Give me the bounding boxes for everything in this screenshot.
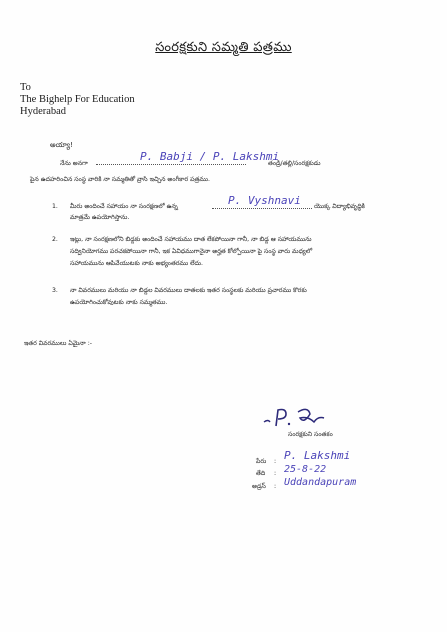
intro-dotted-line [96, 164, 246, 165]
student-name-handwritten: P. Vyshnavi [228, 194, 301, 207]
salutation: అయ్యా! [50, 141, 73, 149]
date-label: తేది [256, 470, 266, 477]
item-1-number: 1. [52, 203, 58, 210]
name-value-handwritten: P. Lakshmi [284, 449, 351, 462]
address-value-handwritten: Uddandapuram [284, 477, 357, 488]
item-2-line2: సద్వినియోగము పరచకపోయినా గానీ, ఇక ఏవిధముగానైనా అర్హత కోల్పోయినా పై సంస్థ వారు మధ్యలో [70, 248, 313, 255]
signature-caption: సంరక్షకుని సంతకం [288, 431, 333, 438]
name-colon: : [274, 458, 277, 465]
address-colon: : [274, 483, 277, 490]
address-label: అడ్రస్ [252, 483, 266, 490]
guardian-name-handwritten: P. Babji / P. Lakshmi [140, 150, 280, 163]
date-value-handwritten: 25-8-22 [284, 464, 327, 475]
item-1-prefix: మీరు అందించే సహాయం నా సంరక్షణలో ఉన్న [70, 203, 178, 210]
intro-suffix: తండ్రి/తల్లి/సంరక్షకుడు [268, 160, 321, 167]
guardian-signature-mark [262, 404, 330, 434]
document-title: సంరక్షకుని సమ్మతి పత్రము [155, 40, 292, 55]
item-2-line1: ఇట్లు, నా సంరక్షణలోని బిడ్డకు అందించే సహాయము దాత లేకపోయినా గానీ, నా బిడ్డ ఆ సహాయమును [70, 236, 312, 243]
other-details-label: ఇతర వివరములు ఏమైనా :- [24, 340, 93, 347]
date-colon: : [274, 470, 277, 477]
intro-prefix: నేను అనగా [60, 160, 88, 167]
recipient-city: Hyderabad [20, 106, 67, 117]
signature-scribble-icon [262, 404, 330, 430]
item-1-line2: మాత్రమే ఉపయోగిస్తాను. [70, 214, 130, 221]
item-1-suffix: యొక్క విద్యాభివృద్ధికి [314, 203, 365, 210]
item-3-line2: ఉపయోగించుకోవుటకు నాకు సమ్మతము. [70, 299, 168, 306]
item-2-number: 2. [52, 236, 58, 243]
item-3-number: 3. [52, 287, 58, 294]
item-3-line1: నా వివరములు మరియు నా బిడ్డల వివరములు దాతలకు ఇతర సంస్థలకు మరియు ప్రచారము కొరకు [70, 287, 307, 294]
intro-line2: పైన ఉదహరించిన సంస్థ వారికి నా సమ్మతితో వ్రాసి ఇచ్చిన అంగీకార పత్రము. [30, 176, 210, 183]
item-1-dotted-line [212, 208, 312, 209]
to-line: To [20, 82, 31, 93]
name-label: పేరు [256, 458, 267, 465]
recipient-name: The Bighelp For Education [20, 94, 135, 105]
item-2-line3: సహాయమును ఆపివేయుటకు నాకు అభ్యంతరము లేదు. [70, 260, 203, 267]
